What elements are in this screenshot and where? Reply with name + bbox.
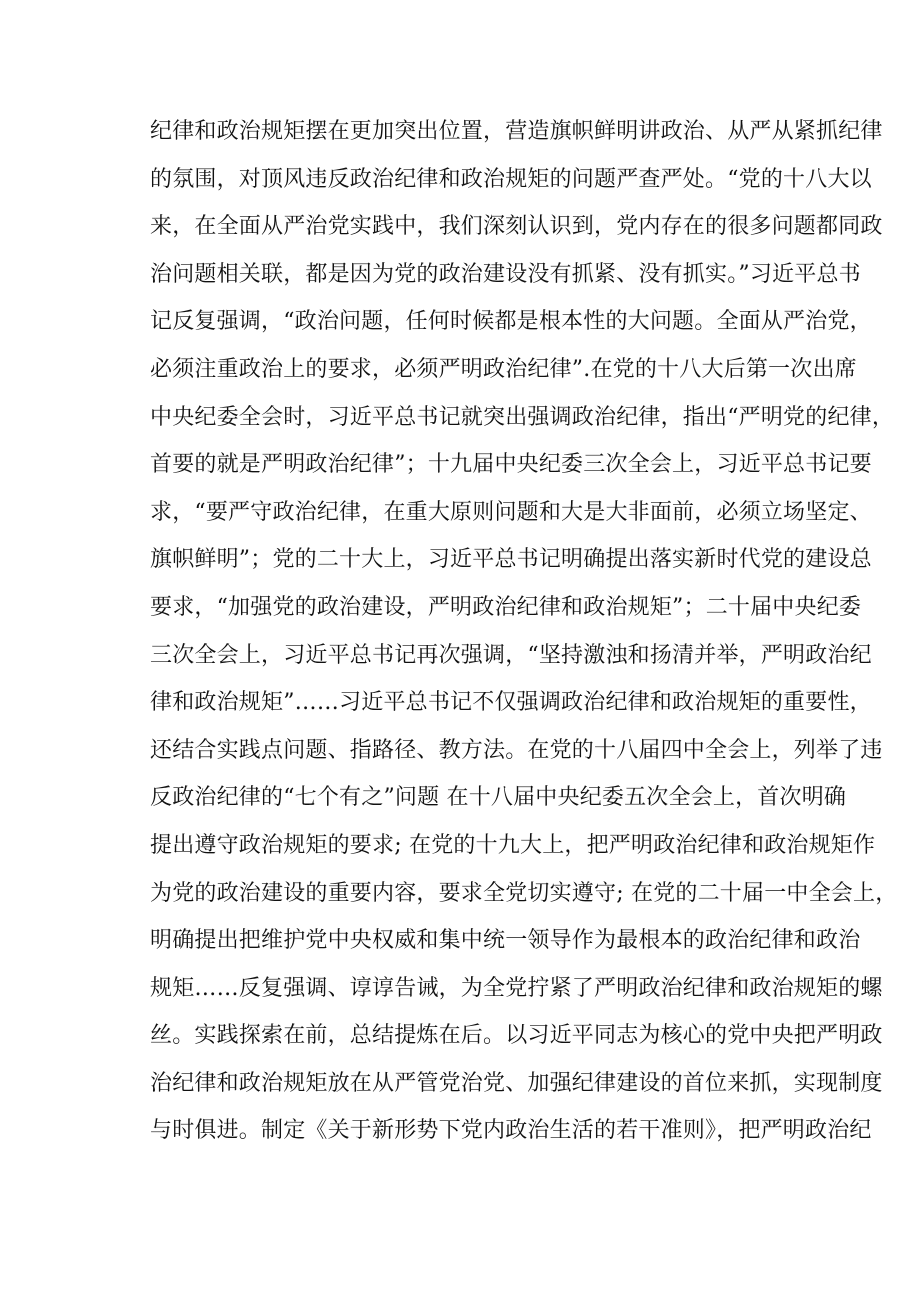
text-line: 中央纪委全会时，习近平总书记就突出强调政治纪律，指出“严明党的纪律， [150,404,895,430]
text-line: 反政治纪律的“七个有之”问题 在十八届中央纪委五次全会上，首次明确 [150,785,847,811]
text-line: 规矩……反复强调、谆谆告诫，为全党拧紧了严明政治纪律和政治规矩的螺 [150,975,883,1001]
text-line: 治纪律和政治规矩放在从严管党治党、加强纪律建设的首位来抓，实现制度 [150,1070,883,1096]
text-line: 为党的政治建设的重要内容，要求全党切实遵守; 在党的二十届一中全会上， [150,880,898,906]
text-line: 三次全会上，习近平总书记再次强调，“坚持激浊和扬清并举，严明政治纪 [150,642,872,668]
body-paragraph [150,108,898,1155]
text-line: 提出遵守政治规矩的要求; 在党的十九大上，把严明政治纪律和政治规矩作 [150,832,876,858]
text-line: 纪律和政治规矩摆在更加突出位置，营造旗帜鲜明讲政治、从严从紧抓纪律 [150,119,883,144]
text-line: 明确提出把维护党中央权威和集中统一领导作为最根本的政治纪律和政治 [150,928,861,954]
text-line: 必须注重政治上的要求，必须严明政治纪律”.在党的十八大后第一次出席 [150,356,857,382]
text-line: 要求，“加强党的政治建设，严明政治纪律和政治规矩”；二十届中央纪委 [150,594,862,620]
text-line: 记反复强调，“政治问题，任何时候都是根本性的大问题。全面从严治党， [150,309,872,335]
text-line: 还结合实践点问题、指路径、教方法。在党的十八届四中全会上，列举了违 [150,737,883,763]
text-line: 丝。实践探索在前，总结提炼在后。以习近平同志为核心的党中央把严明政 [150,1023,883,1049]
text-line: 首要的就是严明政治纪律”；十九届中央纪委三次全会上，习近平总书记要 [150,452,872,478]
text-line: 与时俱进。制定《关于新形势下党内政治生活的若干准则》，把严明政治纪 [150,1118,872,1144]
text-line: 求，“要严守政治纪律，在重大原则问题和大是大非面前，必须立场坚定、 [150,499,872,525]
text-line: 治问题相关联，都是因为党的政治建设没有抓紧、没有抓实。”习近平总书 [150,261,861,287]
text-line: 来，在全面从严治党实践中，我们深刻认识到，党内存在的很多问题都同政 [150,214,883,240]
text-line: 的氛围，对顶风违反政治纪律和政治规矩的问题严查严处。“党的十八大以 [150,166,872,192]
text-line: 律和政治规矩”……习近平总书记不仅强调政治纪律和政治规矩的重要性， [150,690,872,716]
text-line: 旗帜鲜明”；党的二十大上，习近平总书记明确提出落实新时代党的建设总 [150,547,872,573]
